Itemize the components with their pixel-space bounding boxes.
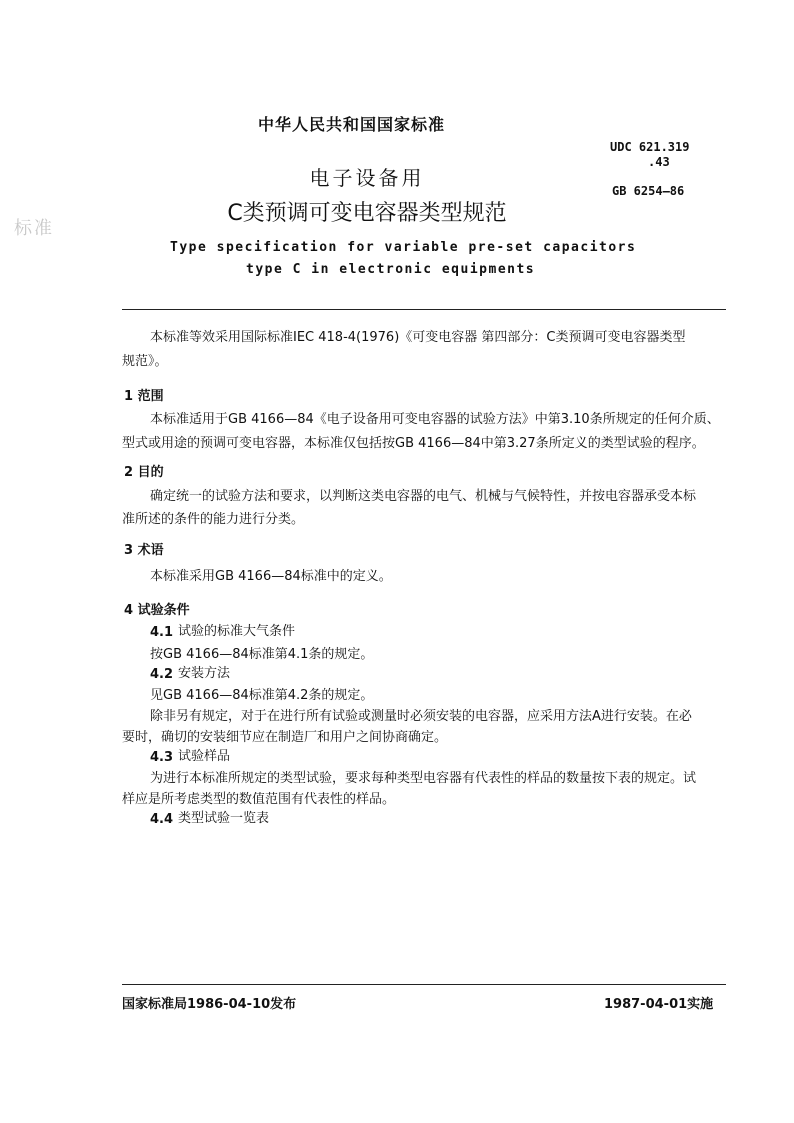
section-4-3-text-1: 为进行本标准所规定的类型试验，要求每种类型电容器有代表性的样品的数量按下表的规定。试: [150, 771, 697, 786]
issuing-organization: 中华人民共和国国家标准: [258, 115, 446, 134]
section-3-line-1: 本标准采用GB 4166—84标准中的定义。: [150, 569, 392, 584]
section-1-heading: 1 范围: [124, 389, 164, 404]
section-4-2-title: 安装方法: [178, 666, 231, 681]
section-4-heading: 4 试验条件: [124, 603, 190, 618]
intro-line-2: 规范》。: [122, 354, 168, 369]
section-4-2-text-3: 要时，确切的安装细节应在制造厂和用户之间协商确定。: [122, 730, 448, 745]
side-stamp: 标准: [14, 218, 54, 239]
section-2-heading: 2 目的: [124, 465, 164, 480]
title-line-2: C类预调可变电容器类型规范: [227, 201, 507, 226]
section-4-2-number: 4.2: [150, 667, 174, 682]
section-4-1-number: 4.1: [150, 625, 174, 640]
section-4-4-title: 类型试验一览表: [178, 811, 270, 826]
section-4-2-text-2: 除非另有规定，对于在进行所有试验或测量时必须安装的电容器，应采用方法A进行安装。在必: [150, 709, 692, 724]
section-3-heading: 3 术语: [124, 543, 164, 558]
header-divider: [122, 309, 726, 310]
title-line-1: 电子设备用: [309, 166, 425, 190]
section-4-1-text: 按GB 4166—84标准第4.1条的规定。: [150, 647, 374, 662]
section-2-line-2: 准所述的条件的能力进行分类。: [122, 512, 305, 527]
section-4-3-title: 试验样品: [178, 749, 231, 764]
standard-number: GB 6254—86: [612, 184, 685, 198]
effective-date: 1987-04-01实施: [604, 997, 714, 1012]
section-4-2-text-1: 见GB 4166—84标准第4.2条的规定。: [150, 688, 374, 703]
udc-code-suffix: .43: [648, 155, 670, 169]
footer-divider: [122, 984, 726, 985]
section-4-4-number: 4.4: [150, 812, 174, 827]
udc-code: UDC 621.319: [610, 140, 690, 154]
intro-line-1: 本标准等效采用国际标准IEC 418-4(1976)《可变电容器 第四部分：C类预调可变电容器类型: [150, 330, 686, 345]
section-2-line-1: 确定统一的试验方法和要求，以判断这类电容器的电气、机械与气候特性，并按电容器承受本标: [150, 489, 697, 504]
issue-date: 国家标准局1986-04-10发布: [122, 997, 297, 1012]
section-4-3-number: 4.3: [150, 750, 174, 765]
section-1-line-2: 型式或用途的预调可变电容器，本标准仅包括按GB 4166—84中第3.27条所定义的类型试验的程序。: [122, 436, 705, 451]
english-title-line-2: type C in electronic equipments: [246, 262, 536, 277]
section-4-3-text-2: 样应是所考虑类型的数值范围有代表性的样品。: [122, 792, 396, 807]
section-4-1-title: 试验的标准大气条件: [178, 624, 296, 639]
english-title-line-1: Type specification for variable pre-set capacitors: [170, 240, 637, 255]
section-1-line-1: 本标准适用于GB 4166—84《电子设备用可变电容器的试验方法》中第3.10条所规定的任何介质、: [150, 412, 720, 427]
